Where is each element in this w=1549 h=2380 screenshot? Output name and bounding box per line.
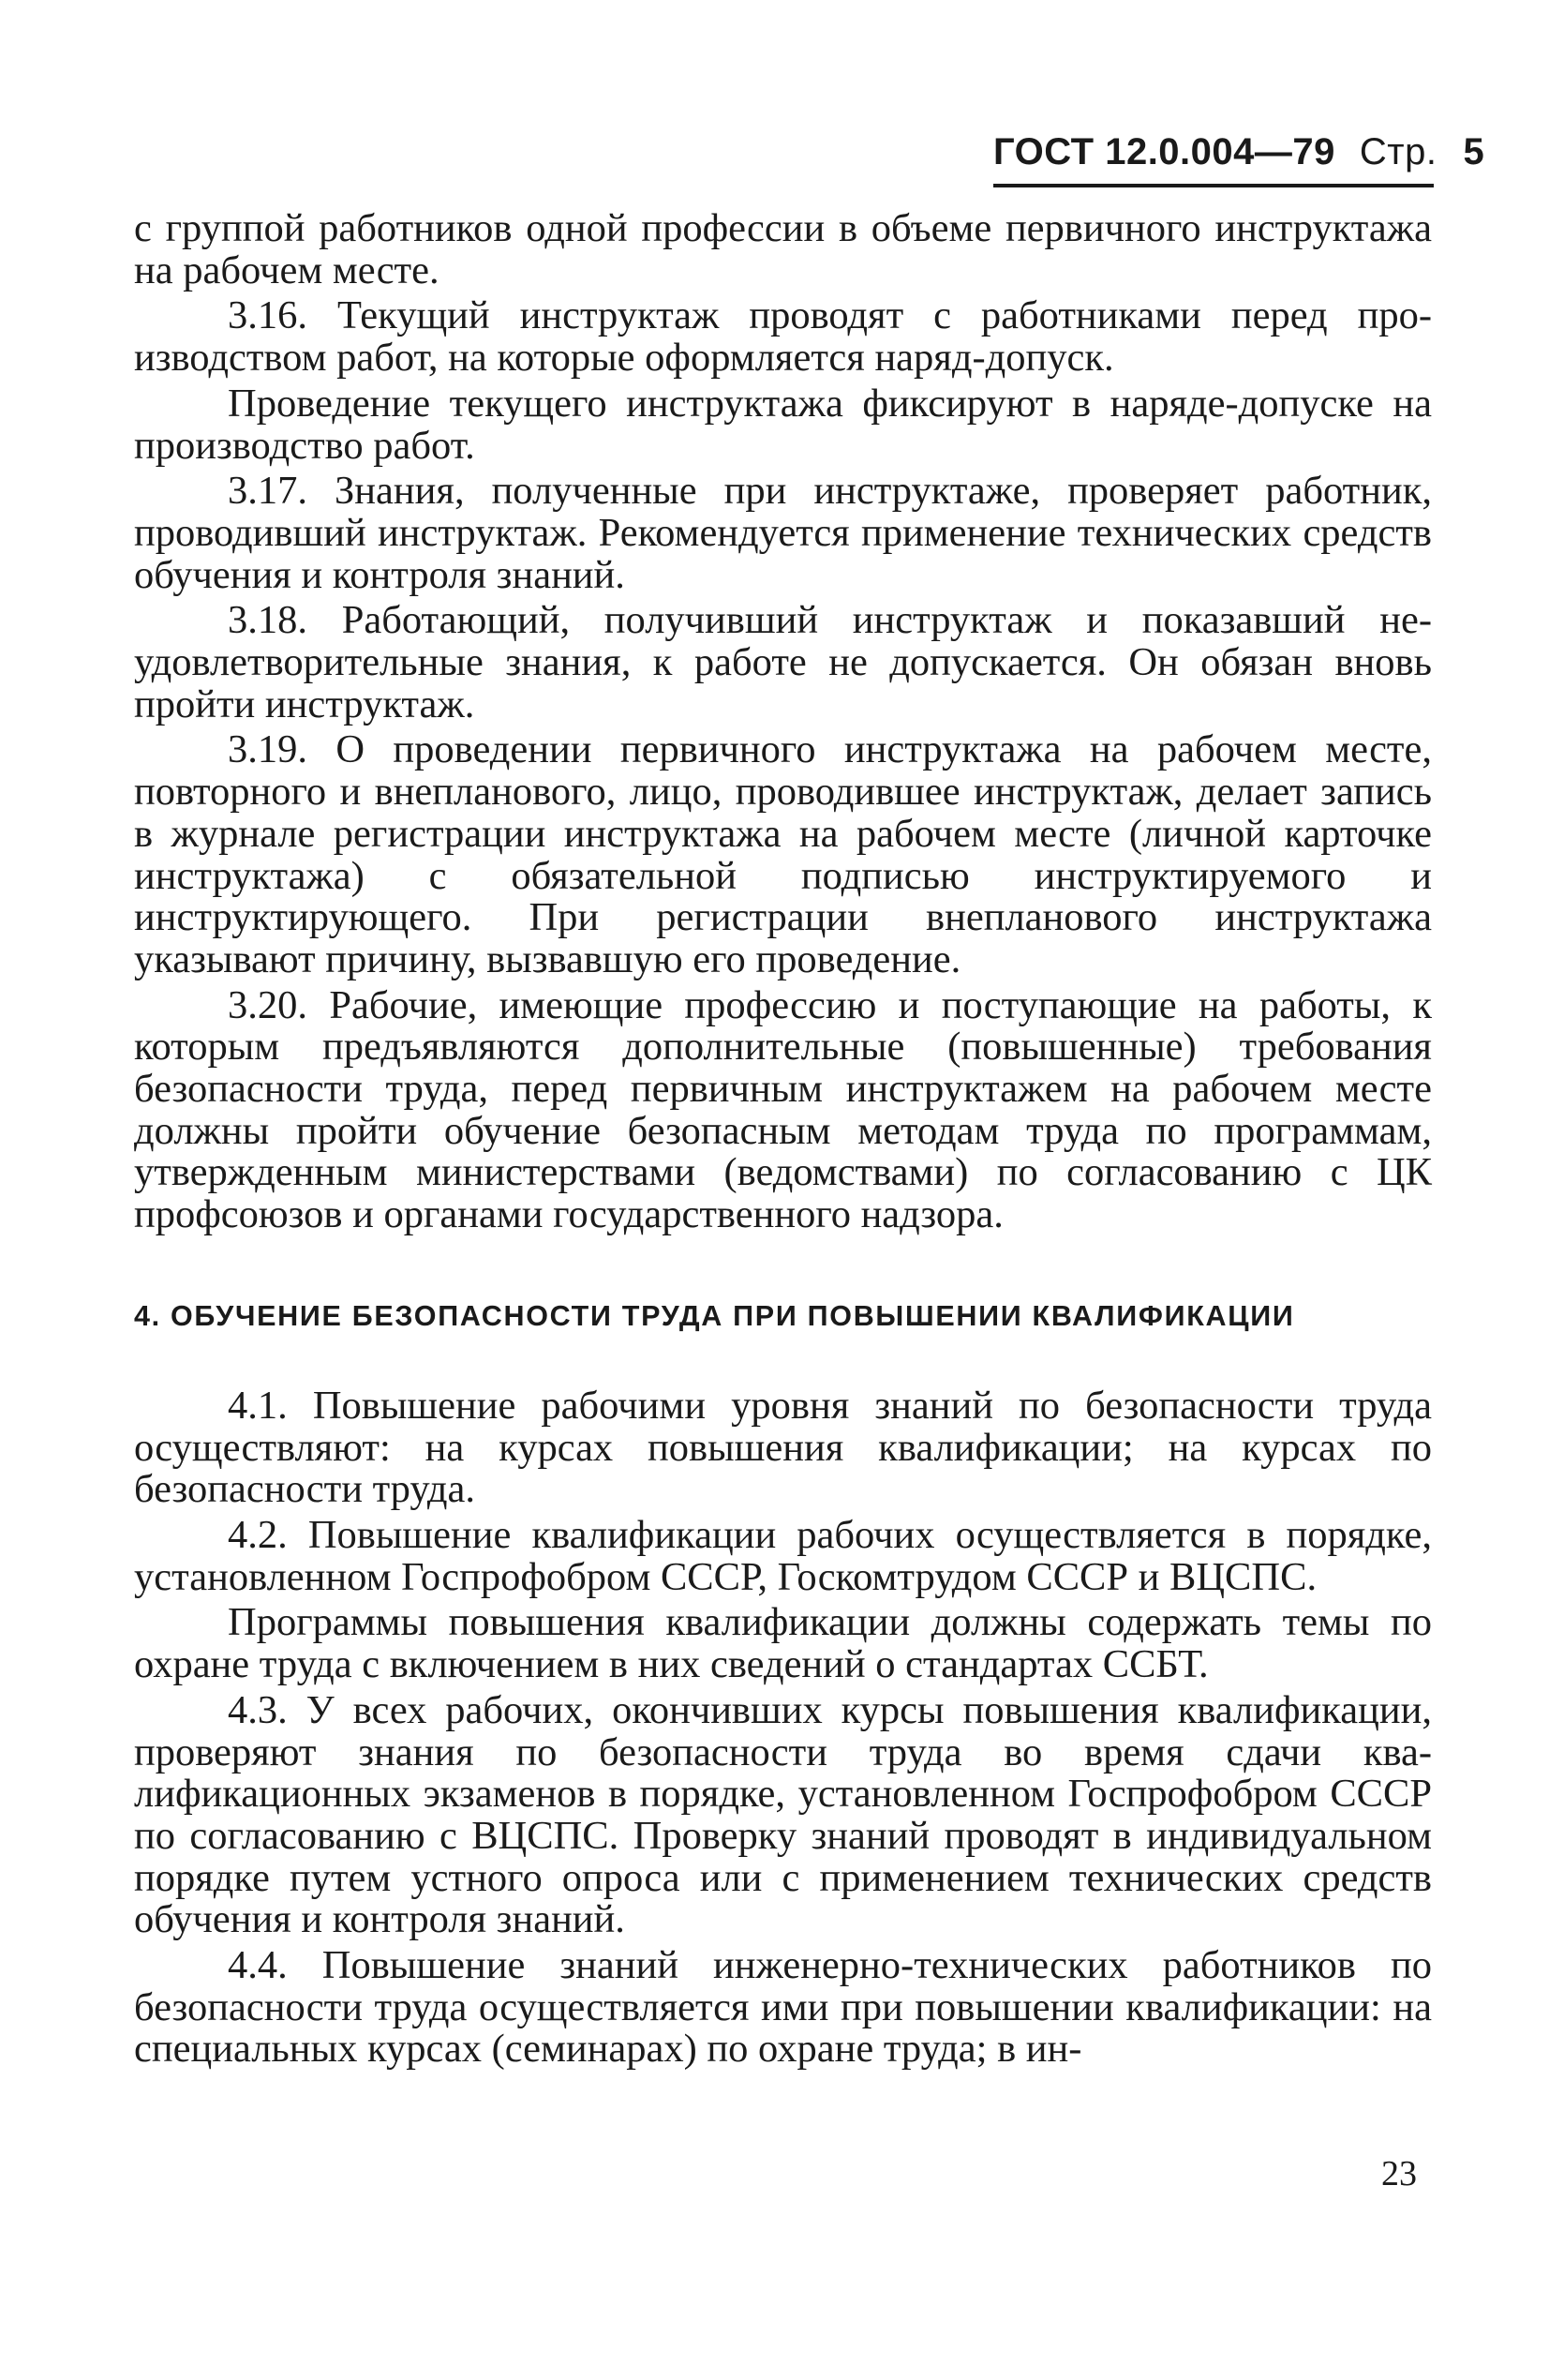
header-page-number: 5 <box>1463 131 1485 172</box>
section-4-heading: 4. ОБУЧЕНИЕ БЕЗОПАСНОСТИ ТРУДА ПРИ ПОВЫШЕНИИ КВАЛИФИКАЦИИ <box>134 1299 1295 1332</box>
paragraph: с группой работников одной профессии в объеме первичного инструктажа на рабочем месте. <box>134 206 1432 292</box>
paragraph: 3.16. Текущий инструктаж проводят с работниками перед производством работ, на которые оформляется наряд-допуск. <box>134 293 1432 381</box>
page-label: Стр. <box>1359 131 1437 172</box>
footer-page-number: 23 <box>1381 2154 1417 2193</box>
paragraph: 4.4. Повышение знаний инженерно-технических работников по безопасности труда осуществляется ими при повышении квалификации: на специальных курсах (семинарах) по охране труда; в ин- <box>134 1943 1432 2072</box>
section-3-continuation <box>134 208 1432 1236</box>
paragraph: 4.2. Повышение квалификации рабочих осуществляется в порядке, установленном Госпрофобром СССР, Госкомтрудом СССР и ВЦСПС. <box>134 1512 1432 1599</box>
paragraph: 3.20. Рабочие, имеющие профессию и поступающие на работы, к которым предъявляются дополнительные (повышенные) требования безопасности труда, перед первичным инструктажем на рабочем месте должны пройти обучение безопасным методам труда по программам, утвержденным министерствами (ведомствами) по согласованию с ЦК профсоюзов и органами государственного надзора. <box>134 982 1432 1237</box>
paragraph: 4.1. Повышение рабочими уровня знаний по безопасности труда осуществляют: на курсах повышения квалификации; на курсах по безопасности труда. <box>134 1383 1432 1512</box>
paragraph: 3.19. О проведении первичного инструктажа на рабочем месте, повторного и внепланового, лицо, проводившее инструктаж, делает запись в журнале регистрации инструктажа на рабочем месте (личной карточке инструктажа) с обязательной подписью инструктируемого и инструктирующего. При регистрации внепланового инструктажа указывают причину, вызвавшую его проведение. <box>134 727 1432 981</box>
page-body <box>134 208 1432 2071</box>
running-header <box>993 126 1485 187</box>
paragraph: 3.18. Работающий, получивший инструктаж и показавший неудовлетворительные знания, к работе не допускается. Он обязан вновь пройти инструктаж. <box>134 598 1432 726</box>
standard-code: ГОСТ 12.0.004—79 <box>993 131 1335 172</box>
paragraph: Программы повышения квалификации должны содержать темы по охране труда с включением в них сведений о стандартах ССБТ. <box>134 1600 1432 1687</box>
section-4-body <box>134 1385 1432 2071</box>
paragraph: 4.3. У всех рабочих, окончивших курсы повышения квалификации, проверяют знания по безопасности труда во время сдачи квалификационных экзаменов в порядке, установленном Госпрофобром СССР по согласованию с ВЦСПС. Проверку знаний проводят в индивидуальном порядке путем устного опроса или с применением технических средств обучения и контроля знаний. <box>134 1687 1432 1942</box>
paragraph: 3.17. Знания, полученные при инструктаже, проверяет работник, проводивший инструктаж. Рекомендуется применение технических средств обучения и контроля знаний. <box>134 469 1432 597</box>
paragraph: Проведение текущего инструктажа фиксируют в наряде-допуске на производство работ. <box>134 381 1432 468</box>
